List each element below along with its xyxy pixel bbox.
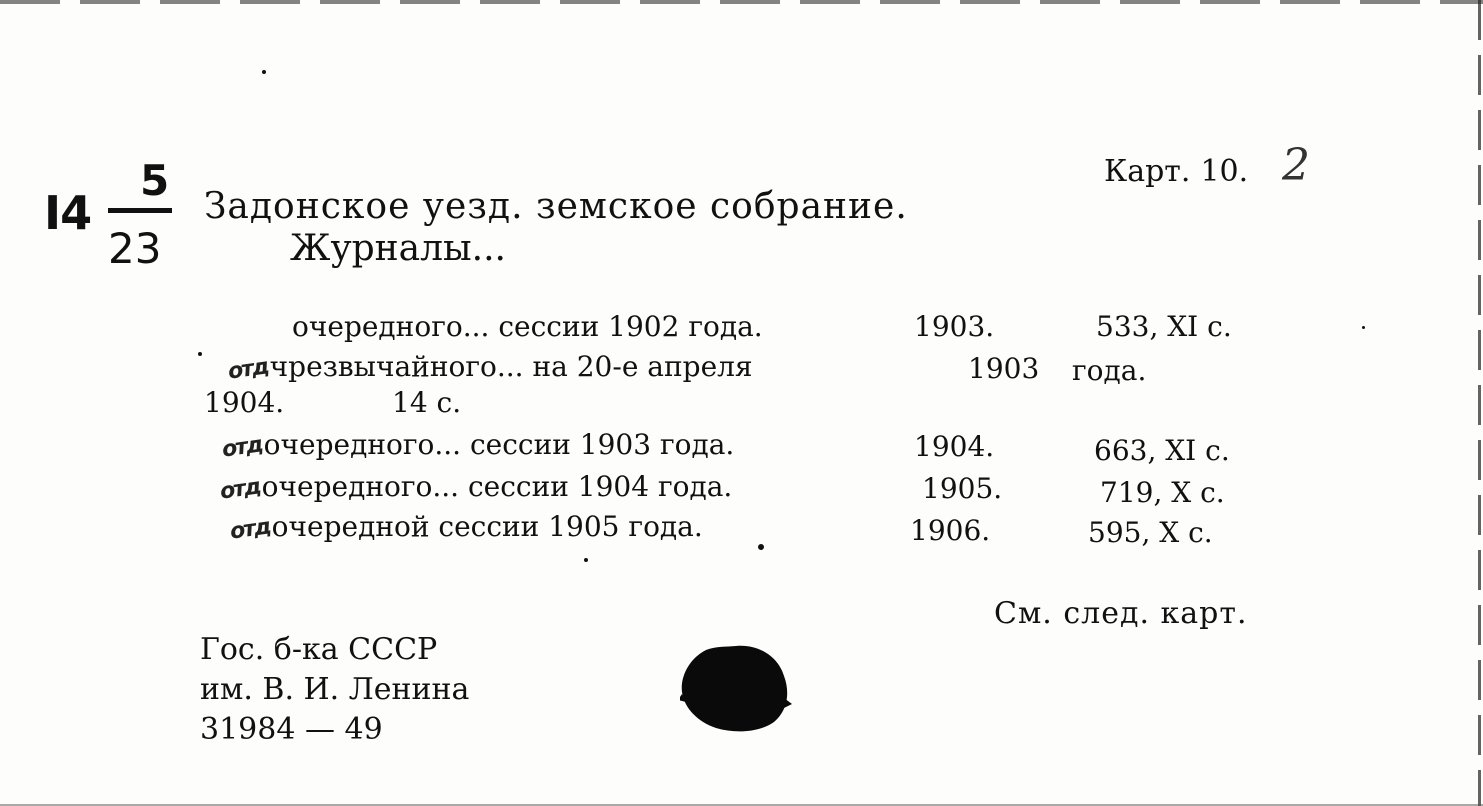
entry-pages: 595, X с.: [1088, 516, 1213, 549]
speck: [758, 544, 764, 550]
shelf-mark-bar: [108, 208, 172, 213]
entry-text: чрезвычайного... на 20-е апреля: [269, 350, 753, 383]
entry-row: [220, 470, 732, 503]
entry-pages: 719, X с.: [1100, 476, 1225, 509]
speck: [584, 558, 588, 562]
entry-text: очередного... сессии 1902 года.: [292, 310, 763, 343]
entry-pages: 663, XI с.: [1094, 434, 1230, 467]
library-line-1: Гос. б-ка СССР: [200, 632, 438, 667]
card-right-edge: [1478, 0, 1481, 806]
library-line-3: 31984 — 49: [200, 712, 383, 747]
entry-year: 1904.: [914, 430, 995, 463]
box-label: Карт.: [1104, 154, 1191, 189]
handwritten-mark: отд: [220, 432, 264, 463]
library-imprint: [200, 630, 469, 750]
speck: [198, 352, 202, 356]
card-heading: Задонское уезд. земское собрание.: [204, 186, 908, 227]
entry-row: [292, 310, 763, 343]
entry-year: 1903.: [914, 310, 995, 343]
ink-blot-icon: [680, 642, 792, 734]
card-top-edge: [0, 0, 1483, 4]
entry-year: 1905.: [922, 472, 1003, 505]
entry-row: [222, 428, 734, 461]
handwritten-mark: отд: [228, 514, 272, 545]
entry-text: очередного... сессии 1904 года.: [261, 470, 733, 503]
box-number: [1104, 154, 1248, 189]
shelf-mark-number: I4: [44, 186, 92, 240]
entry-text: очередной сессии 1905 года.: [271, 510, 703, 543]
handwritten-mark: отд: [218, 474, 262, 505]
entry-row: [230, 510, 703, 543]
entry-row: [228, 350, 753, 383]
speck: [1362, 326, 1365, 329]
box-handwritten-number: 2: [1282, 140, 1310, 191]
card-subheading: Журналы...: [290, 228, 506, 269]
entry-year: 1906.: [910, 514, 991, 547]
entry-continuation-pages: 14 с.: [392, 386, 462, 419]
handwritten-mark: отд: [226, 354, 270, 385]
entry-pages: 533, XI с.: [1096, 310, 1232, 343]
shelf-mark-bottom: 23: [108, 224, 162, 273]
entry-text: очередного... сессии 1903 года.: [263, 428, 735, 461]
box-number-value: 10.: [1200, 154, 1249, 189]
see-next-card: См. след. карт.: [994, 596, 1248, 631]
shelf-mark-top: 5: [140, 156, 170, 205]
speck: [262, 70, 266, 74]
entry-pages: года.: [1072, 354, 1147, 387]
entry-continuation: 1904.: [204, 386, 285, 419]
entry-year: 1903: [968, 352, 1040, 385]
library-line-2: им. В. И. Ленина: [200, 672, 470, 707]
